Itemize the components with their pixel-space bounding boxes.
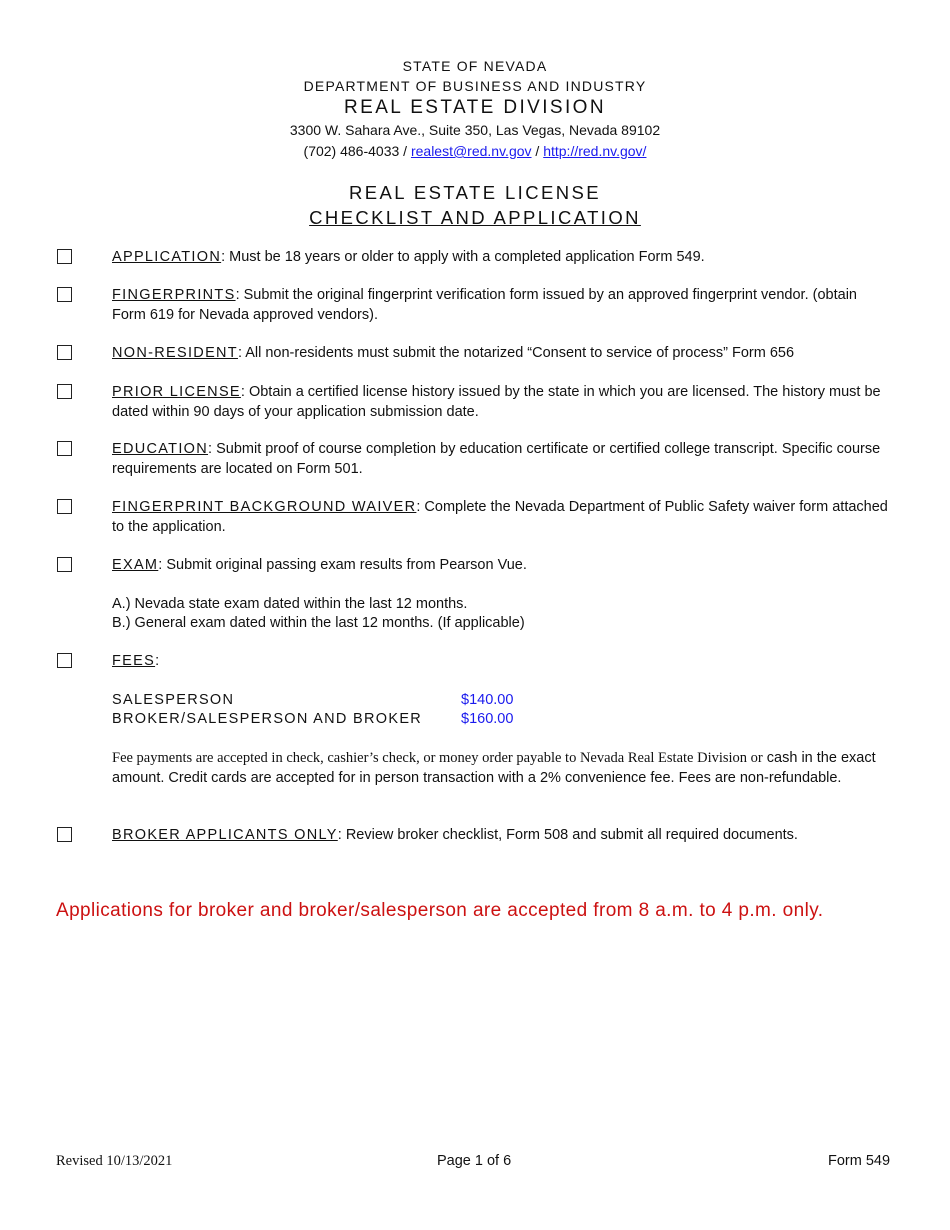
page-number: Page 1 of 6 [437, 1153, 512, 1169]
website-link[interactable]: http://red.nv.gov/ [543, 143, 647, 159]
broker-hours-notice: Applications for broker and broker/salesperson are accepted from 8 a.m. to 4 p.m. only. [56, 900, 824, 921]
fee-note-part-1: Fee payments are accepted in check, cashier’s check, or money order payable to Nevada Real Estate Division or [112, 750, 763, 766]
item-text: : Review broker checklist, Form 508 and submit all required documents. [337, 827, 798, 843]
fee-payment-note [112, 749, 892, 788]
exam-requirement-a: A.) Nevada state exam dated within the last 12 months. [112, 596, 468, 612]
checkbox-non-resident[interactable] [57, 345, 72, 360]
item-text: : [155, 653, 160, 669]
item-text: : Submit proof of course completion by education certificate or certified college transcript. Specific course requirements are located on Form 501. [112, 441, 881, 477]
revised-date: Revised 10/13/2021 [56, 1153, 173, 1169]
checkbox-exam[interactable] [57, 557, 72, 572]
state-name: STATE OF NEVADA [402, 58, 548, 74]
agency-header [0, 56, 950, 162]
phone: (702) 486-4033 [303, 143, 400, 159]
fee-amount-broker: $160.00 [461, 711, 514, 727]
checkbox-background-waiver[interactable] [57, 499, 72, 514]
checkbox-broker-only[interactable] [57, 827, 72, 842]
item-label: FINGERPRINT BACKGROUND WAIVER [112, 499, 417, 515]
form-title [0, 180, 950, 230]
title-line-2: CHECKLIST AND APPLICATION [309, 207, 641, 228]
checkbox-education[interactable] [57, 441, 72, 456]
item-text: : Submit the original fingerprint verification form issued by an approved fingerprint vendor. (obtain Form 619 for Nevada approved vendors). [112, 287, 857, 323]
checkbox-fees[interactable] [57, 653, 72, 668]
item-label: EXAM [112, 557, 159, 573]
item-label: NON-RESIDENT [112, 345, 238, 361]
separator: / [531, 143, 544, 159]
title-line-1: REAL ESTATE LICENSE [349, 182, 601, 203]
checkbox-prior-license[interactable] [57, 384, 72, 399]
fee-note-part-2: cash in the exact amount. Credit cards are accepted for in person transaction with a 2% convenience fee. Fees are non-refundable. [112, 750, 876, 786]
item-text: : Must be 18 years or older to apply with a completed application Form 549. [221, 249, 705, 265]
fee-name-salesperson: SALESPERSON [112, 692, 235, 708]
separator: / [399, 143, 411, 159]
item-label: EDUCATION [112, 441, 209, 457]
item-text: : Obtain a certified license history issued by the state in which you are licensed. The history must be dated within 90 days of your application submission date. [112, 384, 881, 420]
fee-name-broker: BROKER/SALESPERSON AND BROKER [112, 711, 423, 727]
checkbox-fingerprints[interactable] [57, 287, 72, 302]
division-name: REAL ESTATE DIVISION [344, 97, 606, 118]
item-label: APPLICATION [112, 249, 222, 265]
item-text: : Submit original passing exam results from Pearson Vue. [158, 557, 527, 573]
item-label: BROKER APPLICANTS ONLY [112, 827, 338, 843]
form-number: Form 549 [828, 1153, 891, 1169]
email-link[interactable]: realest@red.nv.gov [410, 143, 532, 159]
item-text: : Complete the Nevada Department of Public Safety waiver form attached to the application. [112, 499, 888, 535]
checkbox-application[interactable] [57, 249, 72, 264]
exam-requirement-b: B.) General exam dated within the last 12 months. (If applicable) [112, 615, 525, 631]
item-label: FEES [112, 653, 156, 669]
address: 3300 W. Sahara Ave., Suite 350, Las Vegas, Nevada 89102 [289, 122, 661, 138]
item-text: : All non-residents must submit the notarized “Consent to service of process” Form 656 [237, 345, 795, 361]
fee-amount-salesperson: $140.00 [461, 692, 514, 708]
item-label: FINGERPRINTS [112, 287, 236, 303]
contact-line [0, 141, 950, 162]
item-label: PRIOR LICENSE [112, 384, 241, 400]
department-name: DEPARTMENT OF BUSINESS AND INDUSTRY [303, 78, 647, 94]
